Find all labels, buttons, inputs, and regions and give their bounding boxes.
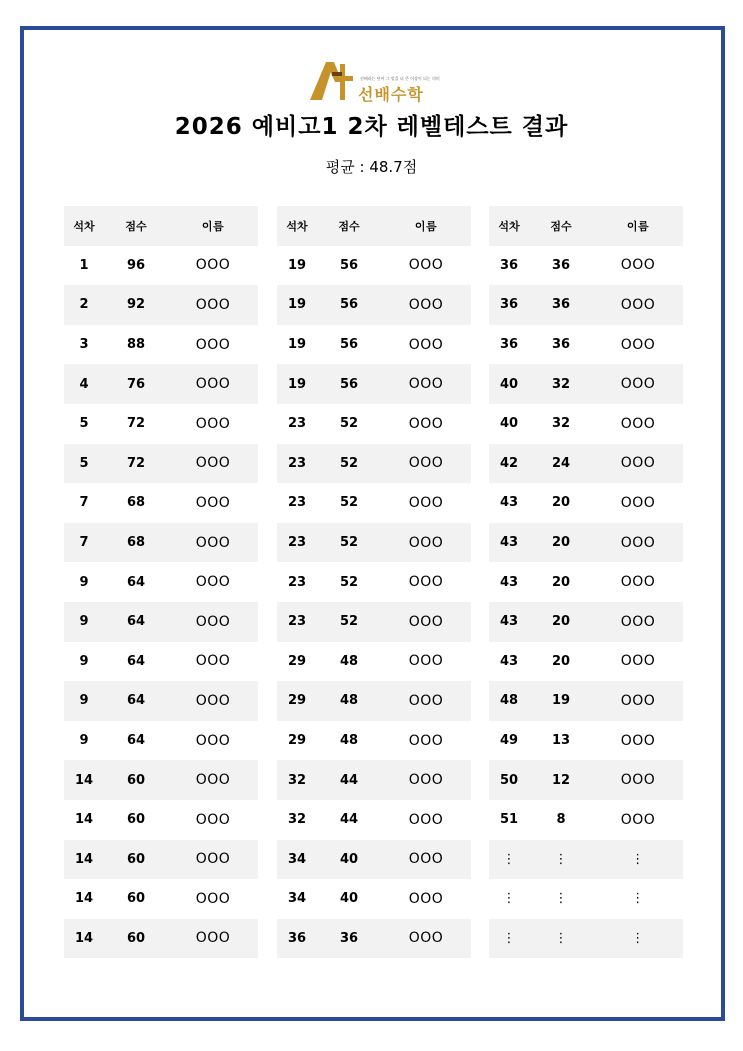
cell-score: 60 [126, 891, 146, 907]
cell-score: 32 [551, 416, 571, 432]
cell-name: OOO [195, 811, 231, 828]
header-rank: 석차 [498, 219, 520, 233]
table-row [64, 404, 258, 444]
table-row [64, 562, 258, 602]
cell-name: ⋮ [631, 851, 645, 867]
header-name: 이름 [414, 219, 438, 233]
cell-rank: 32 [287, 812, 307, 828]
table-row [64, 879, 258, 919]
table-row [277, 840, 471, 880]
cell-rank: 36 [499, 257, 519, 273]
cell-score: 32 [551, 376, 571, 392]
cell-name: OOO [408, 811, 444, 828]
cell-score: 52 [339, 495, 359, 511]
cell-rank: 14 [74, 851, 94, 867]
table-row [489, 444, 683, 484]
cell-name: OOO [620, 455, 656, 472]
cell-name: OOO [408, 613, 444, 630]
cell-name: OOO [195, 415, 231, 432]
cell-score: ⋮ [554, 930, 568, 946]
cell-score: 48 [339, 653, 359, 669]
cell-rank: 48 [499, 693, 519, 709]
cell-rank: 9 [79, 653, 89, 669]
table-header [64, 206, 258, 246]
cell-name: OOO [620, 415, 656, 432]
cell-name: OOO [195, 296, 231, 313]
cell-name: OOO [620, 296, 656, 313]
cell-score: 96 [126, 257, 146, 273]
cell-name: ⋮ [631, 930, 645, 946]
cell-name: OOO [408, 851, 444, 868]
table-row [489, 562, 683, 602]
cell-name: OOO [408, 890, 444, 907]
table-row [64, 800, 258, 840]
cell-name: OOO [408, 257, 444, 274]
header-rank: 석차 [73, 219, 95, 233]
cell-score: 24 [551, 455, 571, 471]
cell-name: OOO [620, 613, 656, 630]
table-header [277, 206, 471, 246]
cell-name: OOO [195, 772, 231, 789]
cell-rank: 9 [79, 574, 89, 590]
cell-rank: 14 [74, 772, 94, 788]
table-row [64, 483, 258, 523]
cell-name: OOO [408, 534, 444, 551]
cell-rank: ⋮ [502, 891, 516, 907]
table-row [64, 681, 258, 721]
cell-name: OOO [620, 811, 656, 828]
cell-rank: 40 [499, 376, 519, 392]
cell-rank: 36 [287, 930, 307, 946]
table-row [489, 325, 683, 365]
cell-name: OOO [408, 574, 444, 591]
table-row [277, 325, 471, 365]
cell-name: OOO [195, 257, 231, 274]
table-row [489, 285, 683, 325]
table-row [64, 523, 258, 563]
table-row [489, 919, 683, 959]
table-row [277, 483, 471, 523]
table-row [277, 444, 471, 484]
cell-rank: 23 [287, 535, 307, 551]
cell-rank: 49 [499, 733, 519, 749]
cell-score: 92 [126, 297, 146, 313]
cell-name: OOO [195, 732, 231, 749]
table-row [489, 681, 683, 721]
cell-score: 56 [339, 257, 359, 273]
cell-score: 72 [126, 416, 146, 432]
cell-name: OOO [620, 574, 656, 591]
table-row [277, 364, 471, 404]
cell-rank: 19 [287, 257, 307, 273]
cell-score: 56 [339, 337, 359, 353]
table-row [277, 285, 471, 325]
table-row [277, 681, 471, 721]
cell-name: OOO [408, 296, 444, 313]
cell-rank: 23 [287, 495, 307, 511]
cell-score: 56 [339, 376, 359, 392]
cell-rank: 9 [79, 733, 89, 749]
cell-score: 36 [551, 337, 571, 353]
cell-rank: 32 [287, 772, 307, 788]
table-row [489, 404, 683, 444]
cell-name: ⋮ [631, 891, 645, 907]
cell-rank: 5 [79, 455, 89, 471]
cell-rank: ⋮ [502, 851, 516, 867]
table-row [277, 642, 471, 682]
cell-name: OOO [620, 653, 656, 670]
table-row [489, 602, 683, 642]
cell-name: OOO [620, 772, 656, 789]
table-row [64, 325, 258, 365]
header-name: 이름 [626, 219, 650, 233]
table-row [64, 285, 258, 325]
table-row [64, 444, 258, 484]
cell-rank: ⋮ [502, 930, 516, 946]
header-name: 이름 [201, 219, 225, 233]
cell-score: 36 [339, 930, 359, 946]
cell-rank: 1 [79, 257, 89, 273]
table-row [64, 760, 258, 800]
cell-name: OOO [408, 336, 444, 353]
cell-name: OOO [620, 494, 656, 511]
header-rank: 석차 [286, 219, 308, 233]
cell-rank: 23 [287, 574, 307, 590]
cell-rank: 19 [287, 337, 307, 353]
table-row [489, 760, 683, 800]
table-row [277, 602, 471, 642]
table-row [64, 919, 258, 959]
cell-score: 52 [339, 416, 359, 432]
cell-rank: 36 [499, 337, 519, 353]
cell-rank: 9 [79, 693, 89, 709]
cell-score: 20 [551, 653, 571, 669]
table-row [489, 483, 683, 523]
header-score: 점수 [338, 219, 360, 233]
table-row [277, 919, 471, 959]
cell-name: OOO [408, 653, 444, 670]
cell-name: OOO [408, 455, 444, 472]
cell-score: 64 [126, 733, 146, 749]
cell-name: OOO [408, 930, 444, 947]
table-row [277, 800, 471, 840]
cell-name: OOO [408, 772, 444, 789]
brand-logo-icon [308, 60, 358, 102]
cell-score: 13 [551, 733, 571, 749]
logo-brand-name: 선배수학 [358, 85, 424, 104]
cell-rank: 43 [499, 495, 519, 511]
cell-score: 64 [126, 693, 146, 709]
table-row [64, 246, 258, 286]
cell-rank: 7 [79, 495, 89, 511]
logo-tagline: 선배라는 단어 그 말을 더 큰 이상이 되는 의미 [360, 76, 440, 81]
cell-name: OOO [620, 257, 656, 274]
table-row [277, 404, 471, 444]
table-row [64, 364, 258, 404]
cell-name: OOO [195, 692, 231, 709]
table-row [64, 721, 258, 761]
cell-name: OOO [408, 376, 444, 393]
table-row [277, 721, 471, 761]
table-row [489, 721, 683, 761]
cell-score: 88 [126, 337, 146, 353]
cell-rank: 19 [287, 297, 307, 313]
cell-rank: 3 [79, 337, 89, 353]
cell-rank: 29 [287, 733, 307, 749]
cell-rank: 42 [499, 455, 519, 471]
cell-score: 12 [551, 772, 571, 788]
cell-score: 52 [339, 574, 359, 590]
results-table-2 [277, 206, 471, 958]
cell-score: 20 [551, 574, 571, 590]
table-row [489, 840, 683, 880]
cell-score: ⋮ [554, 891, 568, 907]
cell-rank: 7 [79, 535, 89, 551]
brand-logo [308, 60, 448, 102]
cell-score: 64 [126, 614, 146, 630]
table-row [489, 642, 683, 682]
table-row [64, 642, 258, 682]
cell-score: 20 [551, 614, 571, 630]
cell-score: 48 [339, 733, 359, 749]
cell-score: 8 [556, 812, 566, 828]
table-row [489, 246, 683, 286]
cell-rank: 29 [287, 653, 307, 669]
cell-rank: 34 [287, 891, 307, 907]
cell-rank: 19 [287, 376, 307, 392]
cell-rank: 4 [79, 376, 89, 392]
cell-rank: 2 [79, 297, 89, 313]
cell-score: 76 [126, 376, 146, 392]
results-table-3 [489, 206, 683, 958]
cell-rank: 50 [499, 772, 519, 788]
cell-name: OOO [195, 851, 231, 868]
cell-name: OOO [195, 376, 231, 393]
cell-name: OOO [195, 890, 231, 907]
cell-score: 64 [126, 653, 146, 669]
cell-rank: 40 [499, 416, 519, 432]
cell-score: 72 [126, 455, 146, 471]
cell-rank: 43 [499, 653, 519, 669]
cell-rank: 14 [74, 930, 94, 946]
cell-rank: 34 [287, 851, 307, 867]
cell-rank: 14 [74, 812, 94, 828]
cell-rank: 23 [287, 455, 307, 471]
table-header [489, 206, 683, 246]
cell-name: OOO [195, 930, 231, 947]
cell-rank: 43 [499, 614, 519, 630]
cell-name: OOO [195, 494, 231, 511]
cell-score: 44 [339, 772, 359, 788]
cell-score: ⋮ [554, 851, 568, 867]
cell-score: 40 [339, 891, 359, 907]
cell-name: OOO [408, 494, 444, 511]
cell-name: OOO [408, 732, 444, 749]
header-score: 점수 [550, 219, 572, 233]
cell-name: OOO [195, 653, 231, 670]
cell-rank: 43 [499, 535, 519, 551]
cell-score: 52 [339, 455, 359, 471]
cell-score: 52 [339, 535, 359, 551]
cell-name: OOO [620, 376, 656, 393]
cell-score: 40 [339, 851, 359, 867]
results-table-1 [64, 206, 258, 958]
cell-rank: 51 [499, 812, 519, 828]
cell-score: 68 [126, 495, 146, 511]
cell-score: 60 [126, 930, 146, 946]
table-row [489, 523, 683, 563]
cell-score: 60 [126, 772, 146, 788]
cell-rank: 23 [287, 614, 307, 630]
cell-name: OOO [195, 534, 231, 551]
table-row [277, 879, 471, 919]
cell-name: OOO [620, 534, 656, 551]
cell-rank: 43 [499, 574, 519, 590]
cell-score: 36 [551, 297, 571, 313]
cell-name: OOO [620, 732, 656, 749]
table-row [277, 523, 471, 563]
cell-score: 60 [126, 851, 146, 867]
cell-score: 44 [339, 812, 359, 828]
table-row [489, 879, 683, 919]
table-row [277, 760, 471, 800]
cell-score: 60 [126, 812, 146, 828]
cell-name: OOO [195, 613, 231, 630]
average-score: 평균 : 48.7점 [325, 158, 418, 176]
header-score: 점수 [125, 219, 147, 233]
cell-score: 20 [551, 495, 571, 511]
cell-rank: 23 [287, 416, 307, 432]
table-row [277, 246, 471, 286]
table-row [64, 840, 258, 880]
cell-rank: 36 [499, 297, 519, 313]
cell-score: 36 [551, 257, 571, 273]
cell-name: OOO [620, 336, 656, 353]
cell-score: 48 [339, 693, 359, 709]
cell-rank: 14 [74, 891, 94, 907]
page-title: 2026 예비고1 2차 레벨테스트 결과 [174, 114, 569, 140]
cell-name: OOO [195, 455, 231, 472]
cell-name: OOO [408, 415, 444, 432]
cell-score: 19 [551, 693, 571, 709]
cell-score: 20 [551, 535, 571, 551]
cell-name: OOO [195, 574, 231, 591]
table-row [489, 364, 683, 404]
table-row [64, 602, 258, 642]
cell-name: OOO [408, 692, 444, 709]
cell-name: OOO [620, 692, 656, 709]
cell-rank: 5 [79, 416, 89, 432]
cell-score: 52 [339, 614, 359, 630]
cell-score: 68 [126, 535, 146, 551]
cell-score: 56 [339, 297, 359, 313]
table-row [489, 800, 683, 840]
cell-rank: 29 [287, 693, 307, 709]
table-row [277, 562, 471, 602]
cell-score: 64 [126, 574, 146, 590]
cell-name: OOO [195, 336, 231, 353]
cell-rank: 9 [79, 614, 89, 630]
